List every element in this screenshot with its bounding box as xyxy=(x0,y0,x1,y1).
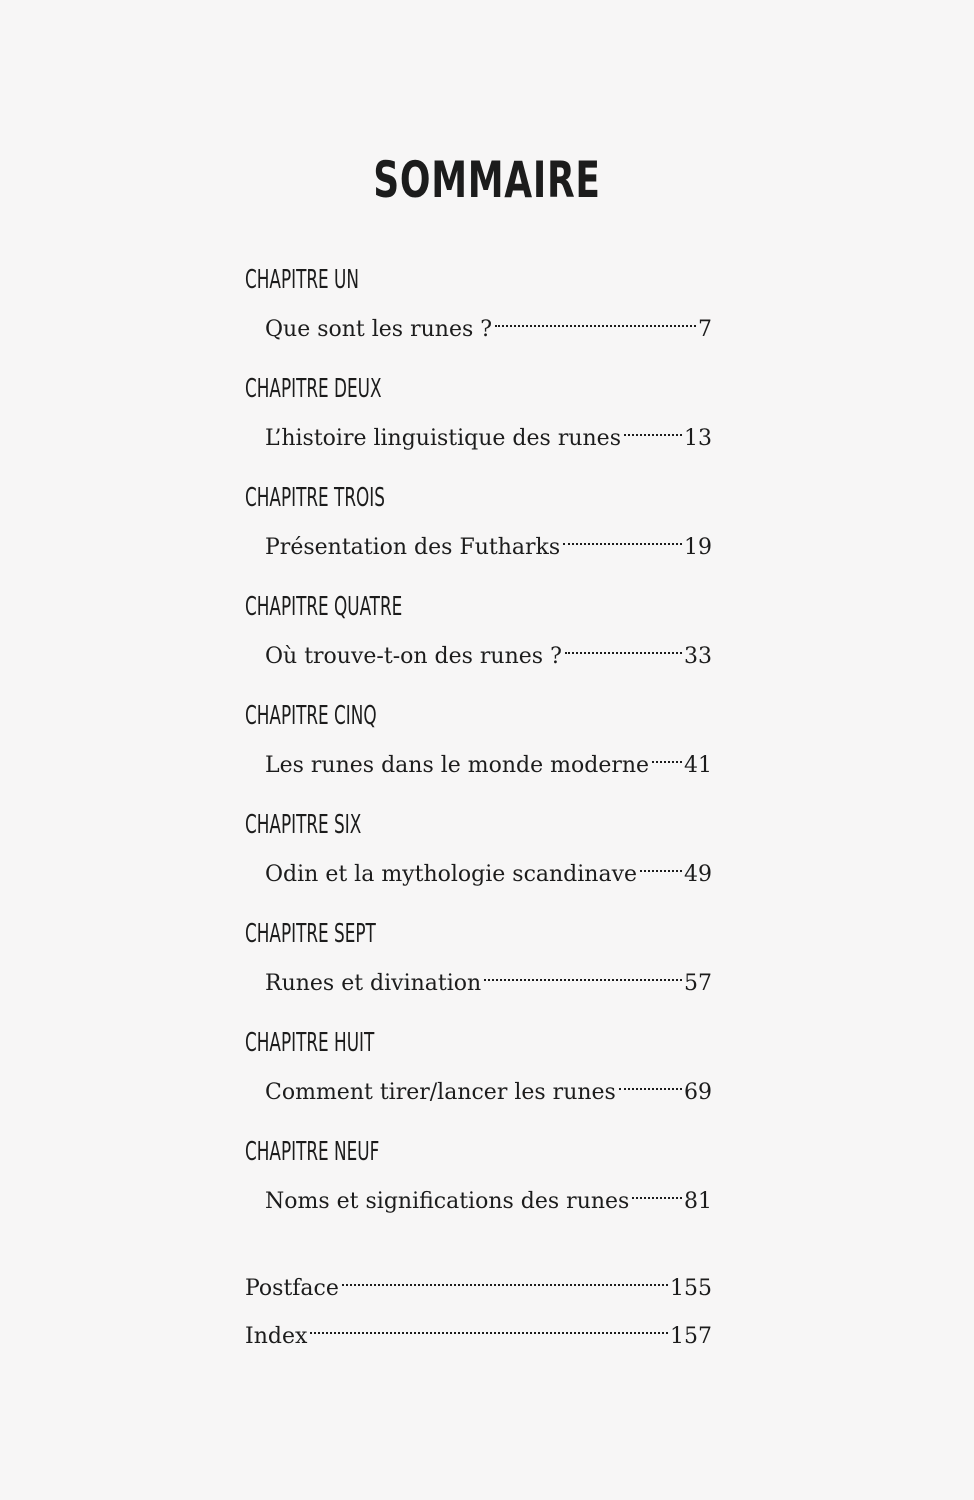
entry-page-number: 7 xyxy=(698,317,712,342)
chapter-label: CHAPITRE HUIT xyxy=(245,1028,375,1058)
entry-page-number: 57 xyxy=(684,971,712,996)
toc-entry[interactable] xyxy=(265,952,712,996)
entry-page-number: 19 xyxy=(684,535,712,560)
toc-chapter-1 xyxy=(245,262,712,371)
toc-entry[interactable] xyxy=(265,298,712,342)
chapter-label: CHAPITRE TROIS xyxy=(245,483,385,513)
dot-leader xyxy=(563,516,682,554)
dot-leader xyxy=(484,952,682,990)
toc-entry[interactable] xyxy=(265,407,712,451)
chapter-label: CHAPITRE QUATRE xyxy=(245,592,403,622)
toc-entry[interactable] xyxy=(265,843,712,887)
entry-title: Index xyxy=(245,1324,308,1349)
dot-leader xyxy=(342,1257,668,1295)
dot-leader xyxy=(652,734,682,772)
entry-page-number: 49 xyxy=(684,862,712,887)
entry-title: Postface xyxy=(245,1276,339,1301)
entry-title: Les runes dans le monde moderne xyxy=(265,753,650,778)
toc-chapter-5 xyxy=(245,698,712,807)
chapter-label: CHAPITRE SEPT xyxy=(245,919,376,949)
toc-entry[interactable] xyxy=(265,516,712,560)
dot-leader xyxy=(619,1061,682,1099)
toc-chapter-4 xyxy=(245,589,712,698)
chapter-label: CHAPITRE DEUX xyxy=(245,374,382,404)
toc-entry[interactable] xyxy=(265,734,712,778)
toc-chapter-2 xyxy=(245,371,712,480)
entry-page-number: 155 xyxy=(670,1276,712,1301)
entry-title: Présentation des Futharks xyxy=(265,535,561,560)
page-title: SOMMAIRE xyxy=(373,151,601,209)
entry-title: Odin et la mythologie scandinave xyxy=(265,862,638,887)
entry-title: Que sont les runes ? xyxy=(265,317,493,342)
entry-page-number: 33 xyxy=(684,644,712,669)
toc-entry[interactable] xyxy=(265,625,712,669)
entry-page-number: 13 xyxy=(684,426,712,451)
entry-title: Noms et significations des runes xyxy=(265,1189,630,1214)
dot-leader xyxy=(632,1170,682,1208)
entry-page-number: 41 xyxy=(684,753,712,778)
chapter-label: CHAPITRE NEUF xyxy=(245,1137,380,1167)
entry-title: Où trouve-t-on des runes ? xyxy=(265,644,562,669)
back-matter xyxy=(245,1257,712,1353)
table-of-contents xyxy=(245,262,712,1243)
toc-entry-postface[interactable] xyxy=(245,1257,712,1305)
chapter-label: CHAPITRE UN xyxy=(245,265,359,295)
entry-page-number: 69 xyxy=(684,1080,712,1105)
entry-page-number: 81 xyxy=(684,1189,712,1214)
chapter-label: CHAPITRE CINQ xyxy=(245,701,377,731)
entry-title: L’histoire linguistique des runes xyxy=(265,426,621,451)
toc-entry[interactable] xyxy=(265,1170,712,1214)
dot-leader xyxy=(624,407,682,445)
toc-entry-index[interactable] xyxy=(245,1305,712,1353)
dot-leader xyxy=(640,843,682,881)
toc-entry[interactable] xyxy=(265,1061,712,1105)
entry-title: Comment tirer/lancer les runes xyxy=(265,1080,616,1105)
toc-chapter-9 xyxy=(245,1134,712,1243)
toc-chapter-7 xyxy=(245,916,712,1025)
toc-chapter-3 xyxy=(245,480,712,589)
toc-chapter-8 xyxy=(245,1025,712,1134)
dot-leader xyxy=(495,298,696,336)
dot-leader xyxy=(565,625,682,663)
toc-chapter-6 xyxy=(245,807,712,916)
entry-page-number: 157 xyxy=(670,1324,712,1349)
dot-leader xyxy=(310,1305,668,1343)
entry-title: Runes et divination xyxy=(265,971,482,996)
chapter-label: CHAPITRE SIX xyxy=(245,810,362,840)
